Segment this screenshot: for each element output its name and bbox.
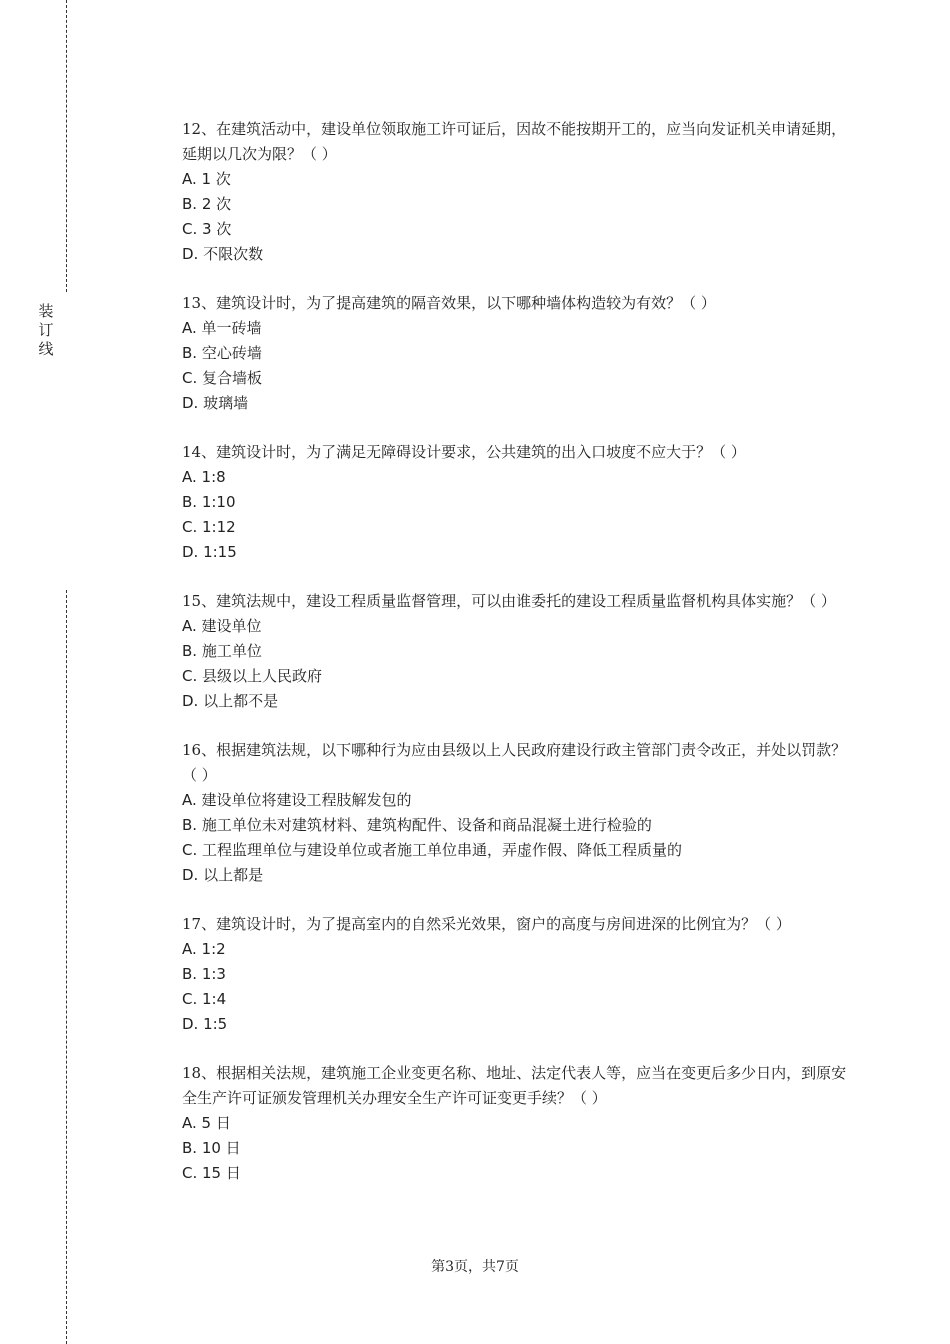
option-b: B. 空心砖墙 xyxy=(182,344,262,362)
option-d: D. 玻璃墙 xyxy=(182,394,249,412)
option-b: B. 1:10 xyxy=(182,493,236,511)
question-17 xyxy=(182,912,850,1037)
option-a: A. 建设单位将建设工程肢解发包的 xyxy=(182,791,412,809)
binding-label-char: 线 xyxy=(38,340,54,358)
question-13 xyxy=(182,291,850,416)
option-c: C. 15 日 xyxy=(182,1164,241,1182)
question-list xyxy=(182,117,850,1210)
option-c: C. 复合墙板 xyxy=(182,369,263,387)
option-b: B. 施工单位 xyxy=(182,642,262,660)
page-number: 第3页，共7页 xyxy=(431,1259,519,1275)
binding-label xyxy=(36,302,56,359)
option-a: A. 1 次 xyxy=(182,170,231,188)
option-b: B. 2 次 xyxy=(182,195,232,213)
option-c: C. 3 次 xyxy=(182,220,232,238)
option-d: D. 不限次数 xyxy=(182,245,264,263)
question-text: 18、根据相关法规，建筑施工企业变更名称、地址、法定代表人等，应当在变更后多少日内，到原安全生产许可证颁发管理机关办理安全生产许可证变更手续？（ ） xyxy=(182,1064,847,1107)
question-15 xyxy=(182,589,850,714)
question-text: 14、建筑设计时，为了满足无障碍设计要求，公共建筑的出入口坡度不应大于？（ ） xyxy=(182,443,746,461)
option-d: D. 1:5 xyxy=(182,1015,228,1033)
option-a: A. 1:8 xyxy=(182,468,226,486)
option-c: C. 工程监理单位与建设单位或者施工单位串通，弄虚作假、降低工程质量的 xyxy=(182,841,683,859)
question-text: 15、建筑法规中，建设工程质量监督管理，可以由谁委托的建设工程质量监督机构具体实施？（ ） xyxy=(182,592,836,610)
binding-line-top xyxy=(66,0,67,292)
question-16 xyxy=(182,738,850,888)
option-b: B. 施工单位未对建筑材料、建筑构配件、设备和商品混凝土进行检验的 xyxy=(182,816,652,834)
option-c: C. 1:12 xyxy=(182,518,236,536)
option-c: C. 县级以上人民政府 xyxy=(182,667,323,685)
option-a: A. 单一砖墙 xyxy=(182,319,262,337)
question-text: 17、建筑设计时，为了提高室内的自然采光效果，窗户的高度与房间进深的比例宜为？（ ） xyxy=(182,915,791,933)
binding-line-bottom xyxy=(66,590,67,1344)
question-18 xyxy=(182,1061,850,1186)
binding-label-char: 订 xyxy=(38,321,54,339)
option-a: A. 5 日 xyxy=(182,1114,231,1132)
option-b: B. 10 日 xyxy=(182,1139,241,1157)
question-text: 13、建筑设计时，为了提高建筑的隔音效果，以下哪种墙体构造较为有效？（ ） xyxy=(182,294,716,312)
option-b: B. 1:3 xyxy=(182,965,226,983)
option-a: A. 1:2 xyxy=(182,940,226,958)
option-c: C. 1:4 xyxy=(182,990,227,1008)
option-d: D. 1:15 xyxy=(182,543,237,561)
option-d: D. 以上都不是 xyxy=(182,692,279,710)
binding-label-char: 装 xyxy=(38,302,54,320)
question-14 xyxy=(182,440,850,565)
option-a: A. 建设单位 xyxy=(182,617,262,635)
question-text: 16、根据建筑法规，以下哪种行为应由县级以上人民政府建设行政主管部门责令改正，并处以罚款？（ ） xyxy=(182,741,847,784)
option-d: D. 以上都是 xyxy=(182,866,264,884)
question-12 xyxy=(182,117,850,267)
question-text: 12、在建筑活动中，建设单位领取施工许可证后，因故不能按期开工的，应当向发证机关申请延期，延期以几次为限？（ ） xyxy=(182,120,847,163)
